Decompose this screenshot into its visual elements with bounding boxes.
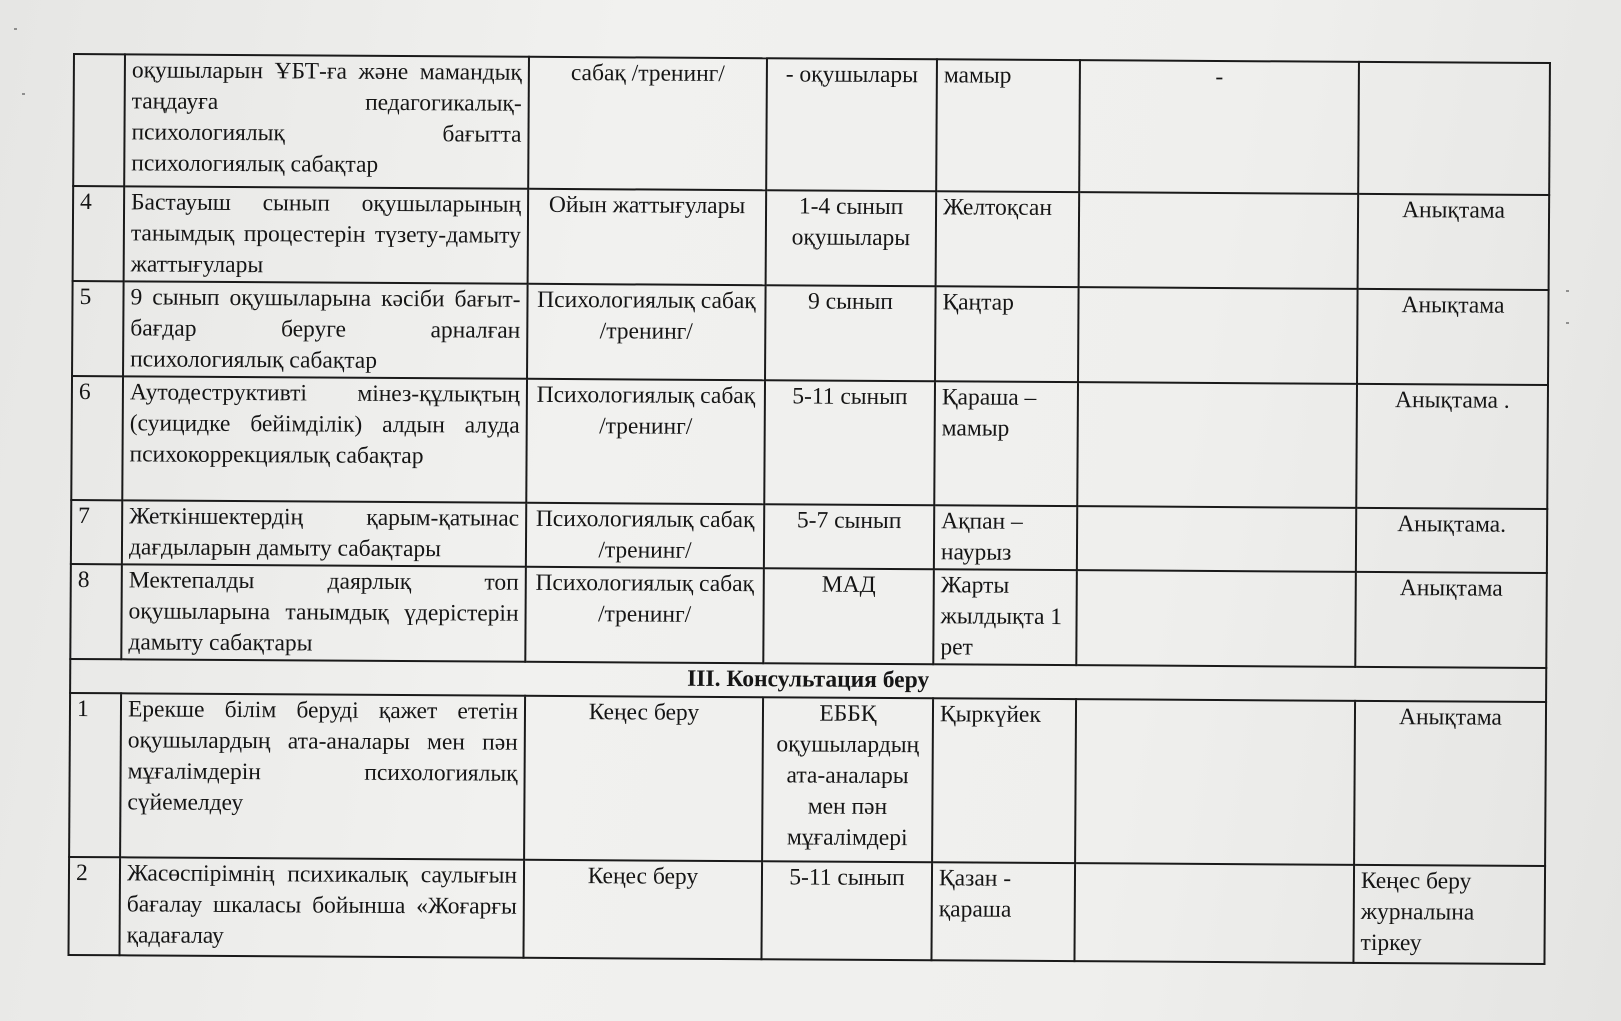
row-period: Ақпан – наурыз [934, 505, 1077, 570]
row-topic: Жеткіншектердің қарым-қатынас дағдыларын дамыту сабақтары [122, 500, 526, 566]
row-result: Анықтама [1358, 194, 1550, 290]
row-form: Психологиялық сабақ /тренинг/ [526, 503, 764, 568]
row-period: Қазан - қараша [931, 862, 1075, 961]
row-topic: Жасөспірімнің психикалық саулығын бағалау шкаласы бойынша «Жоғарғы қадағалау [119, 857, 524, 957]
row-period: Жарты жылдықта 1 рет [933, 569, 1077, 665]
table-row [73, 186, 1550, 290]
row-participants: 5-11 сынып [764, 380, 935, 505]
row-form: Психологиялық сабақ /тренинг/ [526, 379, 765, 504]
row-participants: МАД [763, 568, 934, 664]
row-participants: - оқушылары [766, 58, 937, 191]
row-result: Анықтама. [1356, 508, 1547, 573]
row-topic: Ерекше білім беруді қажет ететін оқушылардың ата-аналары мен пән мұғалімдерін психологиялық сүйемелдеу [120, 693, 525, 859]
work-plan-table [67, 53, 1550, 965]
row-number: 4 [73, 186, 125, 281]
row-responsible [1077, 506, 1356, 572]
row-form: Психологиялық сабақ /тренинг/ [525, 567, 764, 663]
row-result: Анықтама [1354, 701, 1546, 866]
row-participants: ЕББҚ оқушылардың ата-аналары мен пән мұғалімдері [762, 697, 933, 862]
row-period: мамыр [936, 59, 1080, 192]
row-result [1358, 62, 1550, 195]
row-responsible [1079, 192, 1359, 289]
row-number [73, 54, 125, 186]
row-form: Кеңес беру [523, 860, 762, 959]
table-row [71, 376, 1548, 509]
table-row [68, 857, 1545, 964]
row-number: 2 [68, 857, 120, 955]
row-number: 8 [70, 564, 122, 659]
row-result: Анықтама . [1356, 384, 1548, 509]
row-responsible [1076, 570, 1356, 667]
row-period: Желтоқсан [936, 191, 1080, 287]
scan-speck [14, 28, 17, 30]
row-topic: Мектепалды даярлық топ оқушыларына танымдық үдерістерін дамыту сабақтары [121, 564, 526, 661]
row-topic: Аутодеструктивті мінез-құлықтың (суицидке бейімділік) алдын алуда психокоррекциялық сабақтар [122, 376, 527, 502]
scan-speck [1566, 290, 1569, 292]
row-result: Кеңес беру журналына тіркеу [1353, 865, 1545, 964]
row-participants: 9 сынып [765, 285, 936, 381]
row-topic: оқушыларын ҰБТ-ға және мамандық таңдауға педагогикалық-психологиялық бағытта психологиялық сабақтар [124, 54, 529, 188]
row-responsible [1074, 863, 1354, 963]
table-row [70, 564, 1547, 668]
table-row [72, 281, 1549, 385]
row-number: 6 [71, 376, 123, 500]
row-period: Қыркүйек [932, 698, 1076, 863]
scan-speck [1566, 322, 1569, 324]
row-result: Анықтама [1355, 572, 1547, 668]
row-form: Кеңес беру [524, 696, 763, 861]
section-title: ІІІ. Консультация беру [70, 659, 1546, 702]
row-form: сабақ /тренинг/ [528, 57, 767, 190]
table-row [73, 54, 1550, 195]
row-responsible [1078, 287, 1358, 384]
row-topic: 9 сынып оқушыларына кәсіби бағыт-бағдар беруге арналған психологиялық сабақтар [123, 281, 528, 378]
row-result: Анықтама [1357, 289, 1549, 385]
row-number: 7 [71, 500, 122, 564]
row-number: 5 [72, 281, 124, 376]
row-form: Психологиялық сабақ /тренинг/ [527, 284, 766, 380]
row-period: Қараша – мамыр [934, 381, 1078, 506]
table-row [69, 693, 1546, 866]
row-period: Қаңтар [935, 286, 1079, 382]
row-responsible: - [1079, 60, 1359, 194]
row-responsible [1077, 382, 1357, 508]
row-form: Ойын жаттығулары [528, 189, 767, 285]
row-participants: 5-7 сынып [764, 504, 934, 569]
table-row [71, 500, 1547, 573]
row-participants: 5-11 сынып [761, 861, 932, 960]
row-topic: Бастауыш сынып оқушыларының танымдық процестерін түзету-дамыту жаттығулары [124, 186, 529, 283]
scan-speck [22, 93, 25, 95]
row-responsible [1075, 699, 1355, 865]
row-participants: 1-4 сынып оқушылары [766, 190, 937, 286]
row-number: 1 [69, 693, 121, 857]
